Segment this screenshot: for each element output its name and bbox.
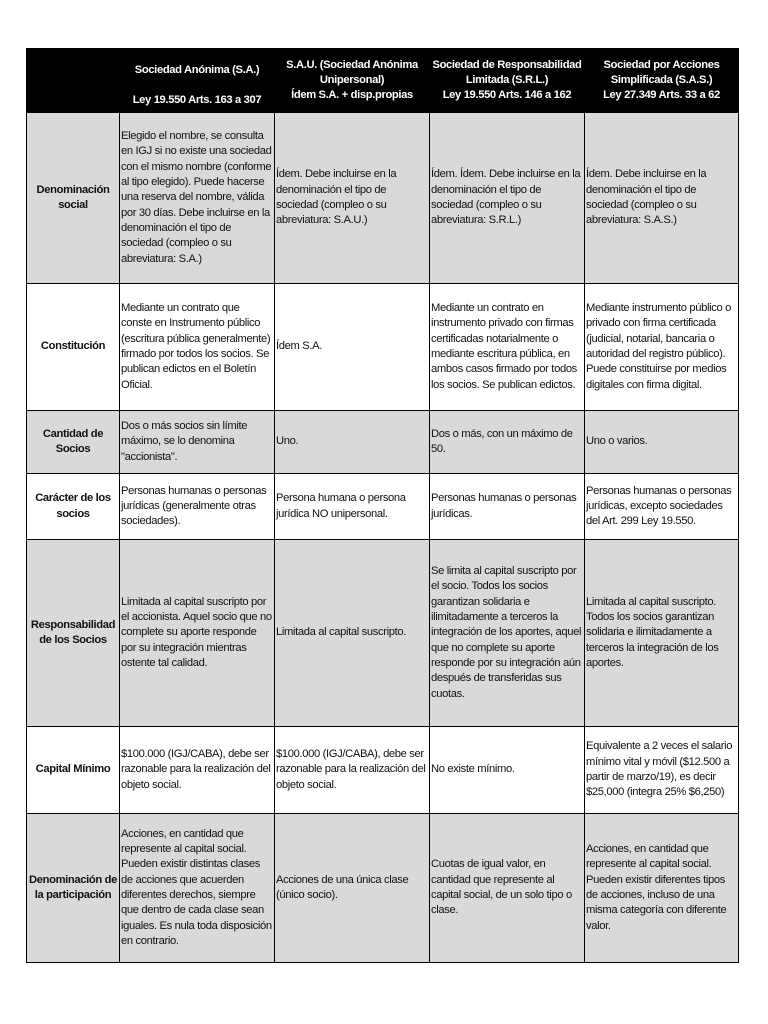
- cell-sas: Ídem. Debe incluirse en la denominación el tipo de sociedad (compleo o su abreviatura: S.A.S.): [585, 113, 739, 284]
- header-sa-law: Ley 19.550 Arts. 163 a 307: [132, 94, 262, 106]
- header-sa-title: Sociedad Anónima (S.A.): [134, 63, 260, 76]
- header-sau-title: S.A.U. (Sociedad Anónima Unipersonal): [286, 58, 418, 86]
- header-srl: [430, 49, 585, 113]
- header-sau-law: Ídem S.A. + disp.propias: [291, 89, 413, 102]
- cell-sau: Uno.: [275, 411, 430, 474]
- cell-sa: Personas humanas o personas jurídicas (generalmente otras sociedades).: [120, 474, 275, 540]
- header-sas-title: Sociedad por Acciones Simplificada (S.A.S.): [603, 58, 720, 86]
- comparison-table: [26, 48, 739, 963]
- row-label: Carácter de los socios: [27, 474, 120, 540]
- row-responsabilidad-socios: [27, 540, 739, 727]
- cell-sa: Dos o más socios sin límite máximo, se lo denomina "accionista".: [120, 411, 275, 474]
- row-label: Responsabilidad de los Socios: [27, 540, 120, 727]
- cell-sas: Acciones, en cantidad que represente al capital social. Pueden existir diferentes tipos de acciones, incluso de una misma categoría con diferente valor.: [585, 814, 739, 963]
- cell-srl: Personas humanas o personas jurídicas.: [430, 474, 585, 540]
- cell-sas: Personas humanas o personas jurídicas, excepto sociedades del Art. 299 Ley 19.550.: [585, 474, 739, 540]
- cell-sa: Acciones, en cantidad que represente al capital social. Pueden existir distintas clases de acciones que acuerden diferentes derechos, siempre que dentro de cada clase sean iguales. Es nula toda disposición en contrario.: [120, 814, 275, 963]
- cell-sa: Limitada al capital suscripto por el accionista. Aquel socio que no complete su aporte responde por su integración mientras ostente tal calidad.: [120, 540, 275, 727]
- header-sas-law: Ley 27.349 Arts. 33 a 62: [603, 89, 720, 102]
- row-label: Capital Mínimo: [27, 727, 120, 814]
- cell-sau: Ídem. Debe incluirse en la denominación el tipo de sociedad (compleo o su abreviatura: S.A.U.): [275, 113, 430, 284]
- header-srl-law: Ley 19.550 Arts. 146 a 162: [442, 89, 572, 102]
- row-label: Denominación social: [27, 113, 120, 284]
- row-caracter-socios: [27, 474, 739, 540]
- row-constitucion: [27, 284, 739, 411]
- cell-sas: Equivalente a 2 veces el salario mínimo vital y móvil ($12.500 a partir de marzo/19), es decir $25,000 (integra 25% $6,250): [585, 727, 739, 814]
- row-cantidad-socios: [27, 411, 739, 474]
- header-sau: [275, 49, 430, 113]
- cell-sa: Elegido el nombre, se consulta en IGJ si no existe una sociedad con el mismo nombre (conforme al tipo elegido). Puede hacerse una reserva del nombre, válida por 30 días. Debe incluirse en la denominación el tipo de sociedad (compleo o su abreviatura: S.A.): [120, 113, 275, 284]
- header-corner: [27, 49, 120, 113]
- cell-sau: Limitada al capital suscripto.: [275, 540, 430, 727]
- cell-srl: Se limita al capital suscripto por el socio. Todos los socios garantizan solidaria e ilimitadamente a terceros la integración de los aportes, aquel que no complete su aporte responde por su integración aún después de transferidas sus cuotas.: [430, 540, 585, 727]
- row-capital-minimo: [27, 727, 739, 814]
- header-row: [27, 49, 739, 113]
- cell-srl: Mediante un contrato en instrumento privado con firmas certificadas notarialmente o mediante escritura pública, en ambos casos firmado por todos los socios. Se publican edictos.: [430, 284, 585, 411]
- cell-sau: Persona humana o persona jurídica NO unipersonal.: [275, 474, 430, 540]
- cell-sas: Mediante instrumento público o privado con firma certificada (judicial, notarial, bancaria o autoridad del registro público). Puede constituirse por medios digitales con firma digital.: [585, 284, 739, 411]
- cell-srl: Ídem. Ídem. Debe incluirse en la denominación el tipo de sociedad (compleo o su abreviatura: S.R.L.): [430, 113, 585, 284]
- cell-sau: $100.000 (IGJ/CABA), debe ser razonable para la realización del objeto social.: [275, 727, 430, 814]
- cell-sau: Acciones de una única clase (único socio).: [275, 814, 430, 963]
- cell-sas: Uno o varios.: [585, 411, 739, 474]
- cell-sau: Ídem S.A.: [275, 284, 430, 411]
- row-denominacion-participacion: [27, 814, 739, 963]
- header-srl-title: Sociedad de Responsabilidad Limitada (S.R.L.): [432, 58, 582, 86]
- cell-srl: No existe mínimo.: [430, 727, 585, 814]
- cell-srl: Dos o más, con un máximo de 50.: [430, 411, 585, 474]
- row-denominacion-social: [27, 113, 739, 284]
- row-label: Cantidad de Socios: [27, 411, 120, 474]
- row-label: Denominación de la participación: [27, 814, 120, 963]
- header-sas: [585, 49, 739, 113]
- cell-srl: Cuotas de igual valor, en cantidad que represente al capital social, de un solo tipo o clase.: [430, 814, 585, 963]
- cell-sas: Limitada al capital suscripto. Todos los socios garantizan solidaria e ilimitadamente a terceros la integración de los aportes.: [585, 540, 739, 727]
- cell-sa: $100.000 (IGJ/CABA), debe ser razonable para la realización del objeto social.: [120, 727, 275, 814]
- cell-sa: Mediante un contrato que conste en Instrumento público (escritura pública generalmente) firmado por todos los socios. Se publican edictos en el Boletín Oficial.: [120, 284, 275, 411]
- header-sa: [120, 49, 275, 113]
- row-label: Constitución: [27, 284, 120, 411]
